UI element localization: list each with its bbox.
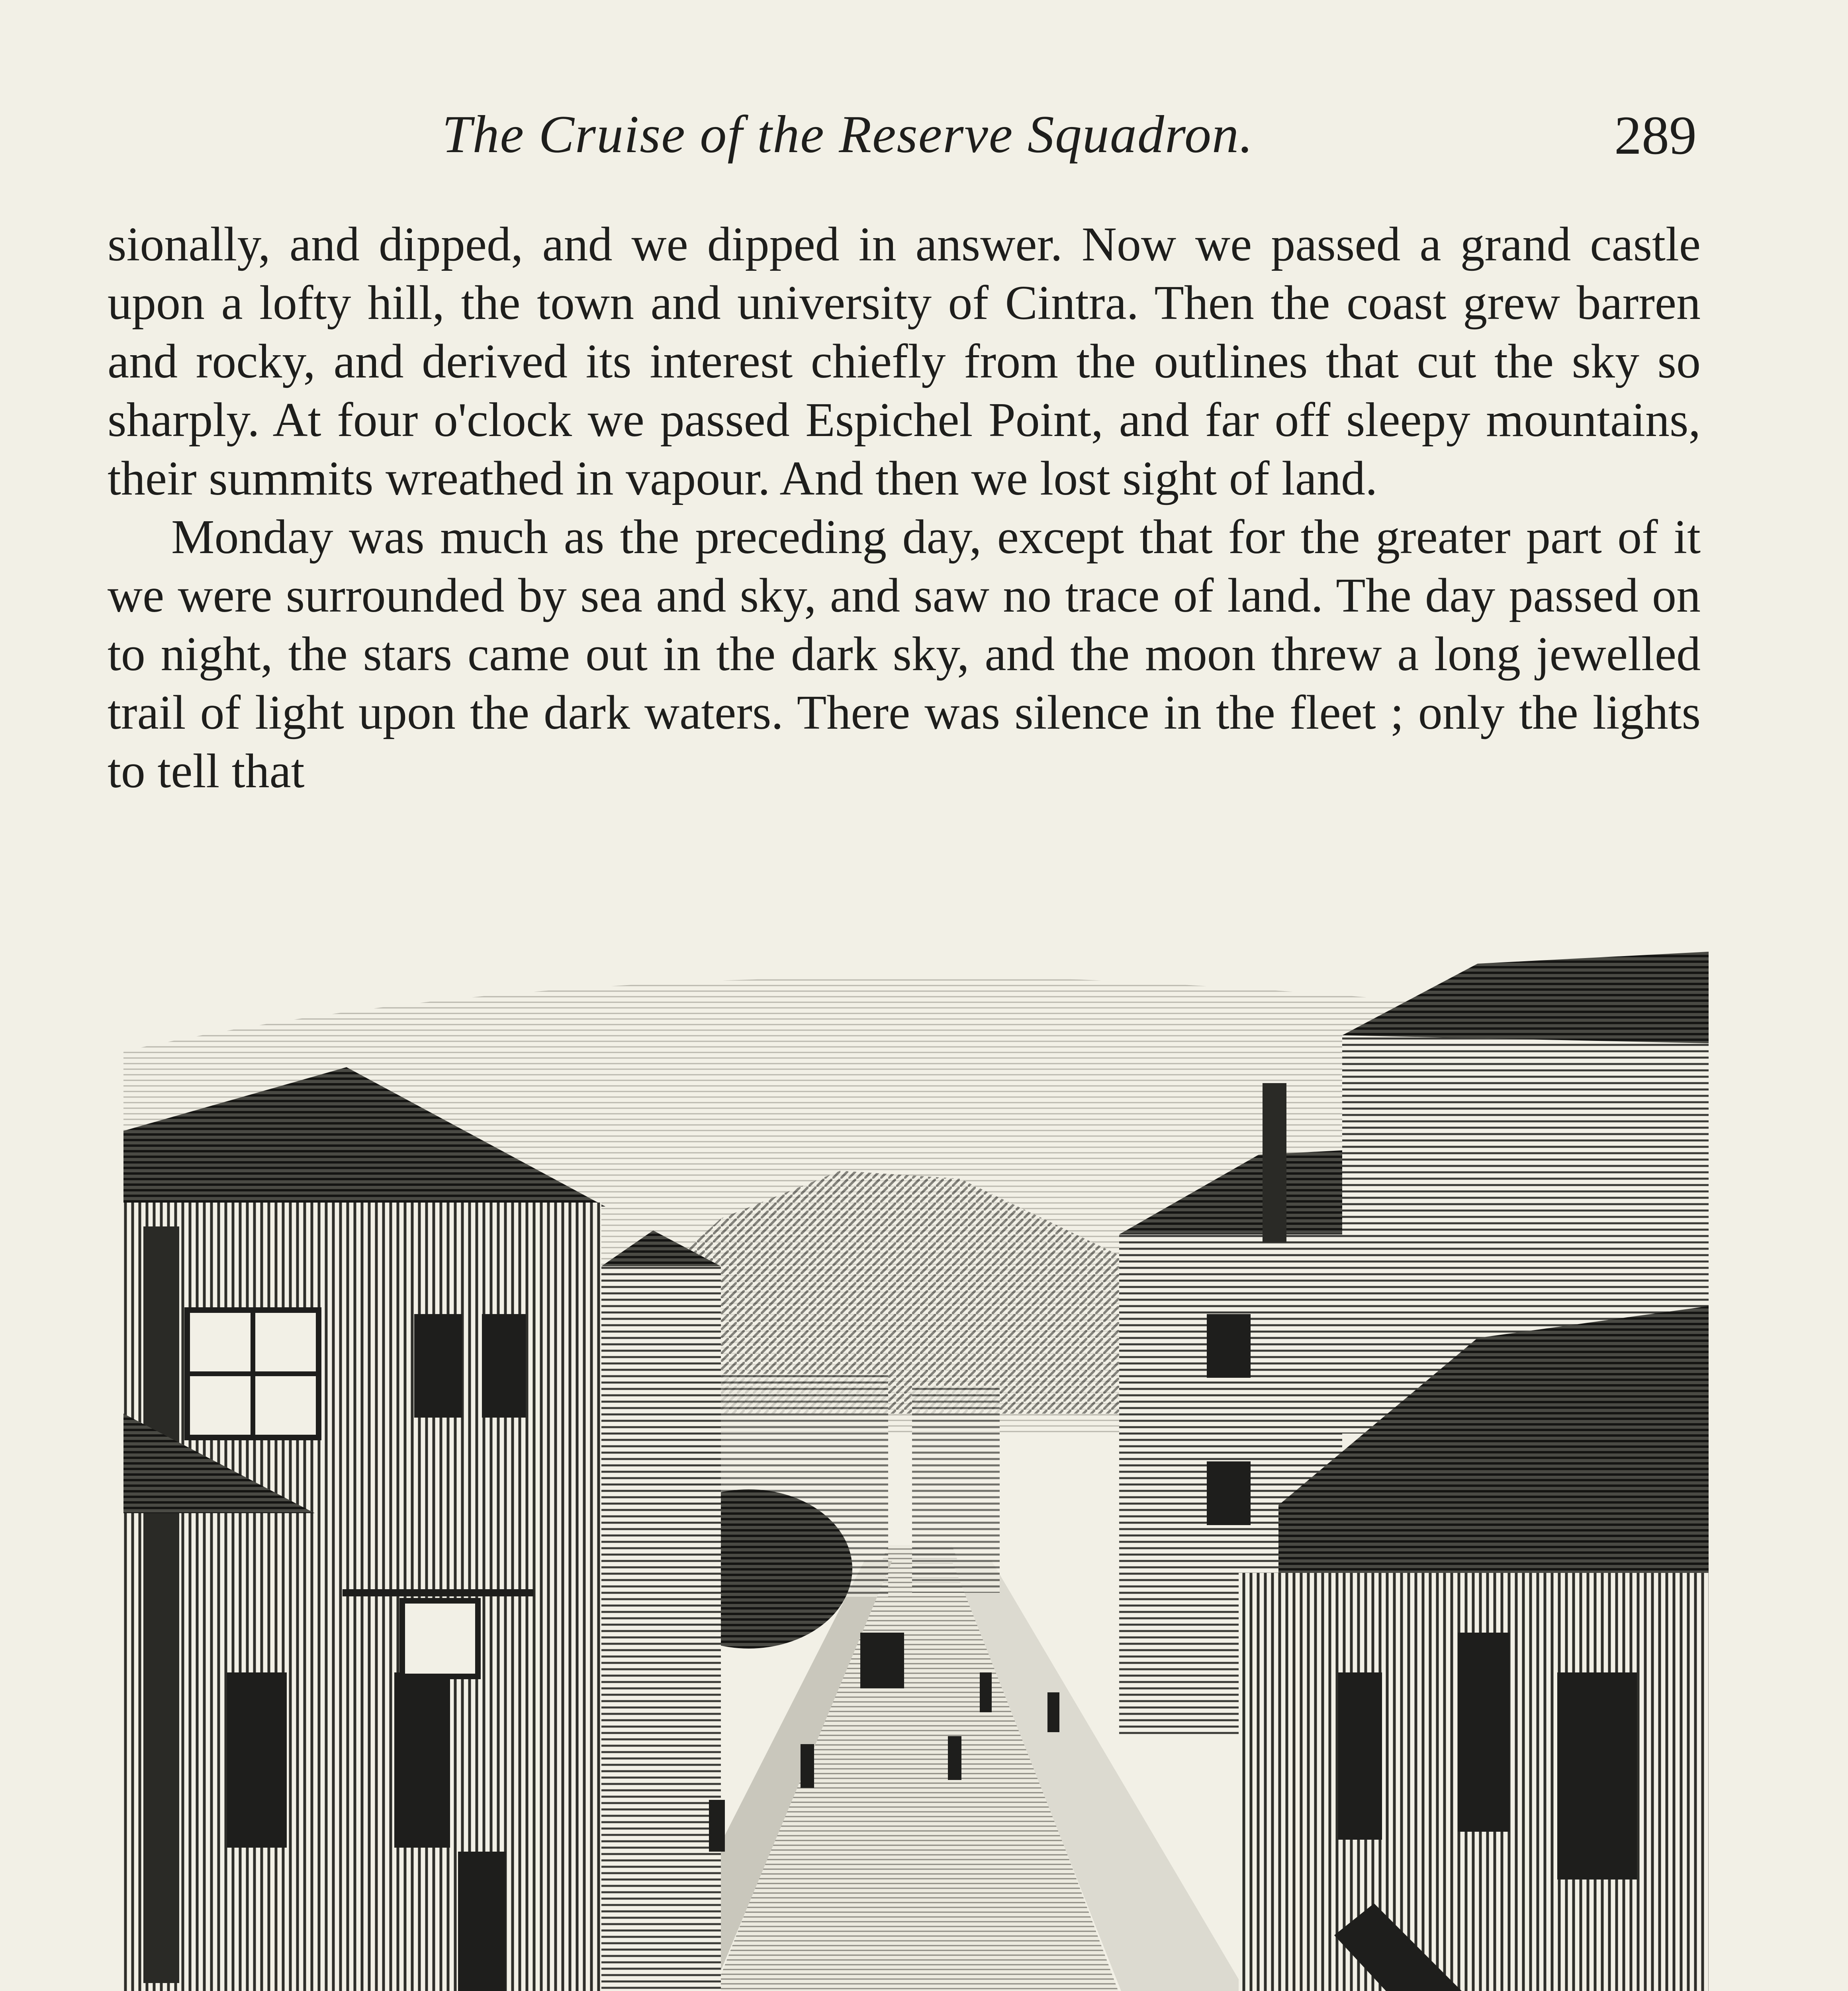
running-title: The Cruise of the Reserve Squadron. [442, 105, 1254, 164]
paragraph: Monday was much as the preceding day, except that for the greater part of it we were surrounded by sea and sky, and saw no trace of land. The day passed on to night, the stars came out in the dark sky, and the moon threw a long jewelled trail of light upon the dark waters. There was silence in the fleet ; only the lights to tell that [108, 510, 1701, 798]
pedestrian [801, 1744, 814, 1788]
pedestrian [709, 1800, 725, 1852]
carriage [860, 1633, 904, 1688]
hanging-sign [402, 1601, 478, 1676]
running-head [398, 96, 1697, 175]
engraving-main-street-gibraltar [123, 916, 1709, 1991]
body-text-top [108, 215, 1701, 800]
page-number: 289 [1614, 105, 1697, 166]
pedestrian [980, 1672, 992, 1712]
pedestrian [948, 1736, 961, 1780]
paragraph: sionally, and dipped, and we dipped in answer. Now we passed a grand castle upon a lofty hill, the town and university of Cintra. Then the coast grew barren and rocky, and derived its interest chiefly from the outlines that cut the sky so sharply. At four o'clock we passed Espichel Point, and far off sleepy mountains, their summits wreathed in vapour. And then we lost sight of land. [108, 217, 1701, 505]
pedestrian [1047, 1692, 1059, 1732]
